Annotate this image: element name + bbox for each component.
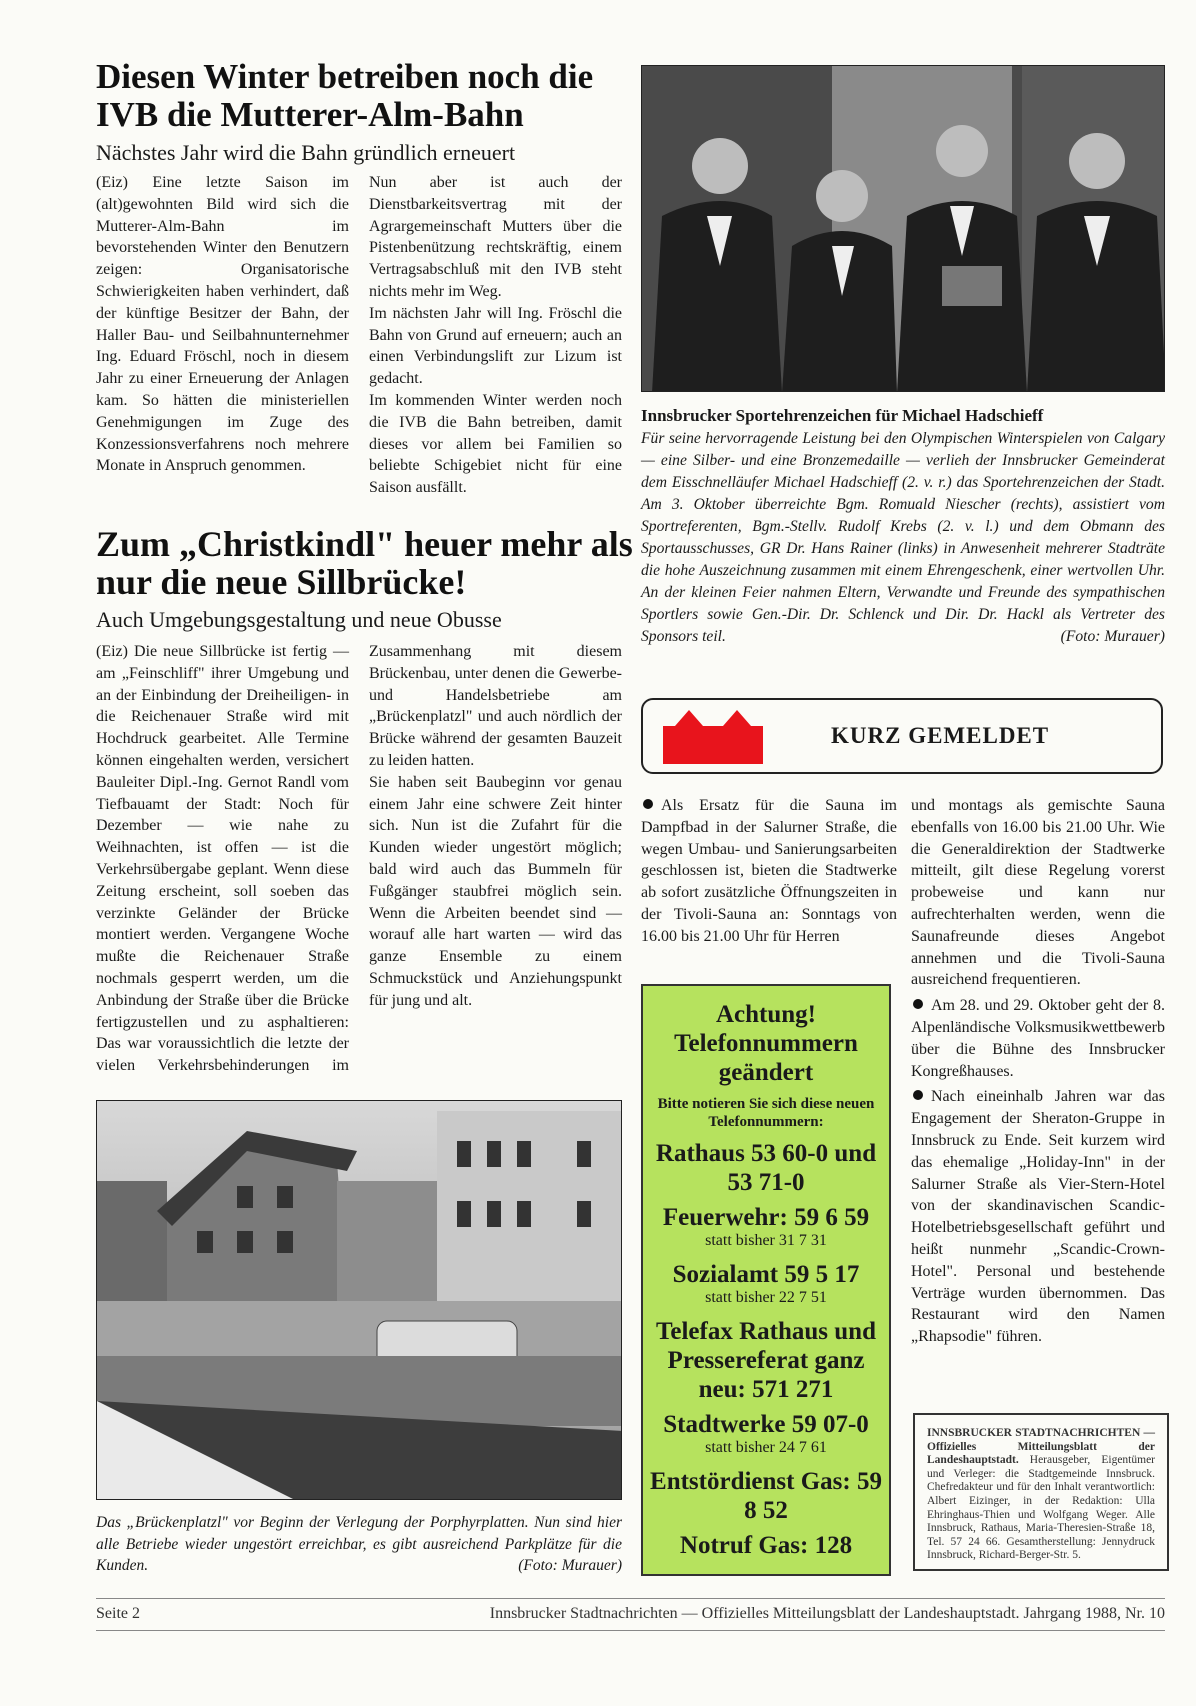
publication-line: Innsbrucker Stadtnachrichten — Offizielles Mitteilungsblatt der Landeshauptstadt. Jahrgang 1988, Nr. 10 [489,1605,1165,1622]
award-ceremony-photo [641,65,1165,392]
bullet-icon [913,999,923,1009]
kurz-item-volksmusik [911,995,1165,1082]
caption-text: Für seine hervorragende Leistung bei den Olympischen Winterspielen von Calgary — eine Silber- und eine Bronzemedaille — verlieh der Innsbrucker Gemeinderat dem Eisschnelläufer Michael Hadschieff (2. v. r.) das Sportehrenzeichen der Stadt. Am 3. Oktober überreichte Bgm. Romuald Niescher (rechts), assistiert vom Sportreferenten, Bgm.-Stellv. Rudolf Krebs (2. v. l.) und dem Obmann des Sportausschusses, GR Dr. Hans Rainer (links) in Anwesenheit mehrerer Stadträte die hohe Auszeichnung zusammen mit einem Ehrengeschenk, einer wertvollen Uhr. An der kleinen Feier nahmen Eltern, Verwandte und Freunde des sympathischen Sportlers sowie Gen.-Dir. Dr. Schlenck und Dir. Dr. Hackl als Vertreter des Sponsors teil. [641,430,1165,645]
phone-entry [643,1260,889,1307]
phone-entry-label: Feuerwehr: 59 6 59 [662,1204,870,1231]
phone-box-title: Achtung! Telefonnummern geändert [674,1001,858,1086]
phone-numbers-box [641,984,891,1576]
bridge-photo-caption [96,1512,622,1577]
phone-entry [643,1467,889,1525]
phone-entry-old: statt bisher 24 7 61 [705,1439,827,1456]
phone-entry-label: Sozialamt 59 5 17 [672,1261,860,1288]
article2-subheadline: Auch Umgebungsgestaltung und neue Obusse [96,607,502,632]
section-title: KURZ GEMELDET [831,723,1050,748]
city-logo-icon [663,706,803,766]
article1-body [96,172,622,508]
phone-entry [643,1410,889,1457]
sports-caption [641,428,1165,648]
page-number: Seite 2 [96,1605,140,1622]
article1-headline: Diesen Winter betreiben noch die IVB die Mutterer-Alm-Bahn [96,57,594,134]
imprint-title: INNSBRUCKER STADTNACHRICHTEN — Offizielles Mitteilungsblatt der Landeshauptstadt. [927,1427,1155,1467]
paragraph: (Eiz) Die neue Sillbrücke ist fertig — am „Feinschliff" ihrer Umgebung und an der Einbindung der Dreiheiligen- in die Reichenauer Straße wird mit Hochdruck gearbeitet. Alle Termine können eingehalten werden, versichert Bauleiter Dipl.-Ing. Gernot Randl vom Tiefbauamt der Stadt: Noch für Dezember — wie nahe zu Weihnachten, ist offen — ist die Verkehrsübergabe geplant. Wenn diese Zeitung erscheint, soll soeben das verzinkte Geländer der Brücke montiert werden. Vergangene Woche mußte die Reichenauer Straße nochmals gesperrt werden, um die Anbindung der Straße über die Brücke fertigzustellen und zu asphaltieren: Das war voraussichtlich die letzte der vielen Verkehrsbehinderungen im Zusammenhang mit diesem Brückenbau, unter denen die Gewerbe- und Handelsbetriebe am „Brückenplatzl" und auch nördlich der Brücke während der gesamten Bauzeit zu leiden hatten. [96,643,622,1075]
paragraph: Sie haben seit Baubeginn vor genau einem Jahr eine schwere Zeit hinter sich. Nun ist die Zufahrt für die Kunden wieder ungestört möglich; bald wird auch das Bummeln für Fußgänger staubfrei möglich sein. Wenn die Arbeiten beendet sind — worauf alle hart warten — wird das ganze Ensemble zu einem Schmuckstück und Anziehungspunkt für jung und alt. [369,773,622,1009]
kurz-item-hotel [911,1086,1165,1348]
imprint-box [913,1413,1169,1571]
article2-headline: Zum „Christkindl" heuer mehr als nur die neue Sillbrücke! [96,524,633,602]
item-text: Nach eineinhalb Jahren war das Engagement der Sheraton-Gruppe in Innsbruck zu Ende. Seit kurzem wird das ehemalige „Holiday-Inn" in der Salurner Straße als Vier-Stern-Hotel von der skandinavischen Scandic-Hotelbetriebsgesellschaft geführt und heißt nunmehr „Scandic-Crown-Hotel". Personal und bestehende Verträge wurden übernommen. Das Restaurant wird den Namen „Rhapsodie" führen. [911,1088,1165,1346]
phone-entry-old: statt bisher 22 7 51 [705,1289,827,1306]
bridge-square-photo [96,1100,622,1500]
item-text: und montags als gemischte Sauna ebenfalls von 16.00 bis 21.00 Uhr. Wie die Generaldirektion der Stadtwerke mitteilt, gilt diese Regelung vorerst probeweise und kann nur aufrechterhalten werden, wenn die Saunafreunde dieses Angebot annehmen und die Tivoli-Sauna ausreichend frequentieren. [911,797,1165,989]
paragraph: Nun aber ist auch der Dienstbarkeitsvertrag mit der Agrargemeinschaft Mutters über die Pistenbenützung rechtskräftig, einem Vertragsabschluß mit den IVB steht nichts mehr im Weg. [369,174,622,300]
sports-caption-title: Innsbrucker Sportehrenzeichen für Michael Hadschieff [641,406,1044,425]
phone-entry [643,1203,889,1250]
kurz-item-sauna [641,795,897,948]
item-text: Als Ersatz für die Sauna im Dampfbad in der Salurner Straße, die wegen Umbau- und Sanierungsarbeiten geschlossen ist, bieten die Stadtwerke ab sofort zusätzliche Öffnungszeiten in der Tivoli-Sauna an: Sonntags von 16.00 bis 21.00 Uhr für Herren [641,797,897,945]
caption-text: Das „Brückenplatzl" vor Beginn der Verlegung der Porphyrplatten. Nun sind hier alle Betriebe wieder ungestört erreichbar, es gibt ausreichend Parkplätze für die Kunden. [96,1514,622,1574]
article2-body [96,641,622,1089]
paragraph: (Eiz) Eine letzte Saison im (alt)gewohnten Bild wird sich die Mutterer-Alm-Bahn im bevorstehenden Winter den Benutzern zeigen: Organisatorische Schwierigkeiten haben verhindert, daß der künftige Besitzer der Bahn, der Haller Bau- und Seilbahnunternehmer Ing. Eduard Fröschl, noch in diesem Jahr zu einer Erneuerung der Anlagen kam. So hätten die ministeriellen Genehmigungen im Zuge des Konzessionsverfahrens noch mehrere Monate in Anspruch genommen. [96,174,349,475]
phone-entry-label: Notruf Gas: 128 [679,1532,853,1559]
photo-credit: (Foto: Murauer) [1060,628,1165,645]
kurz-gemeldet-header [641,698,1163,774]
bullet-icon [913,1090,923,1100]
phone-entry-old: statt bisher 31 7 31 [705,1232,827,1249]
footer-rule-top [96,1598,1165,1599]
phone-entry-label: Entstördienst Gas: 59 8 52 [650,1468,882,1524]
phone-entry [643,1531,889,1560]
phone-entry-label: Stadtwerke 59 07-0 [663,1411,869,1438]
phone-box-note: Bitte notieren Sie sich diese neuen Telefonnummern: [657,1096,875,1130]
paragraph: Im nächsten Jahr will Ing. Fröschl die Bahn von Grund auf erneuern; auch an einen Verbindungslift zur Lizum ist gedacht. [369,304,622,388]
footer-rule-bottom [96,1630,1165,1631]
paragraph: Im kommenden Winter werden noch die IVB die Bahn betreiben, damit dieses vor allem bei Familien so beliebte Schigebiet nicht für eine Saison ausfällt. [369,391,622,497]
item-text: Am 28. und 29. Oktober geht der 8. Alpenländische Volksmusikwettbewerb über die Bühne des Innsbrucker Kongreßhauses. [911,997,1165,1080]
phone-entry [643,1139,889,1197]
photo-credit: (Foto: Murauer) [518,1557,622,1574]
phone-entry-label: Rathaus 53 60-0 und 53 71-0 [655,1140,877,1196]
bullet-icon [643,799,653,809]
phone-entry-label: Telefax Rathaus und Pressereferat ganz neu: 571 271 [656,1318,876,1403]
phone-entry [643,1317,889,1404]
article1-subheadline: Nächstes Jahr wird die Bahn gründlich erneuert [96,140,516,165]
imprint-text: Herausgeber, Eigentümer und Verleger: die Stadtgemeinde Innsbruck. Chefredakteur und für den Inhalt verantwortlich: Albert Eizinger, in der Redaktion: Ulla Ehringhaus-Thien und Wolfgang Weger. Alle Innsbruck, Rathaus, Maria-Theresien-Straße 18, Tel. 57 24 66. Gesamtherstellung: Jennydruck Innsbruck, Richard-Berger-Str. 5. [927,1454,1155,1562]
kurz-right-column [911,795,1165,1348]
